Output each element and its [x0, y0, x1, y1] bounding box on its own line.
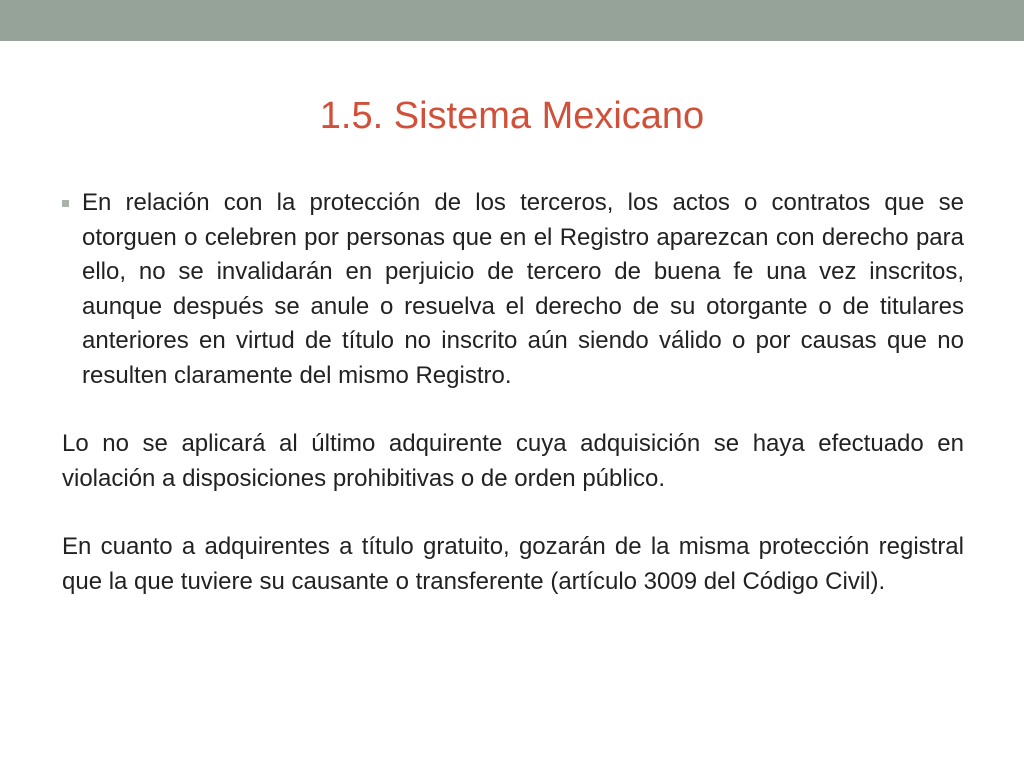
bullet-paragraph-1: En relación con la protección de los terceros, los actos o contratos que se otorguen o celebren por personas que en el Registro aparezcan con derecho para ello, no se invalidarán en perjuicio de tercero de buena fe una vez inscritos, aunque después se anule o resuelva el derecho de su otorgante o de titulares anteriores en virtud de título no inscrito aún siendo válido o por causas que no resulten claramente del mismo Registro.: [82, 189, 964, 389]
top-decorative-band: [0, 0, 1024, 41]
bullet-item: [62, 186, 964, 393]
slide-body: [62, 186, 964, 599]
paragraph-spacer: [62, 496, 964, 530]
paragraph-3: En cuanto a adquirentes a título gratuito, gozarán de la misma protección registral que la que tuviere su causante o transferente (artículo 3009 del Código Civil).: [62, 533, 964, 595]
square-bullet-icon: [62, 200, 69, 207]
slide-title: 1.5. Sistema Mexicano: [319, 95, 705, 137]
paragraph-2: Lo no se aplicará al último adquirente cuya adquisición se haya efectuado en violación a disposiciones prohibitivas o de orden público.: [62, 430, 964, 492]
paragraph-spacer: [62, 393, 964, 427]
